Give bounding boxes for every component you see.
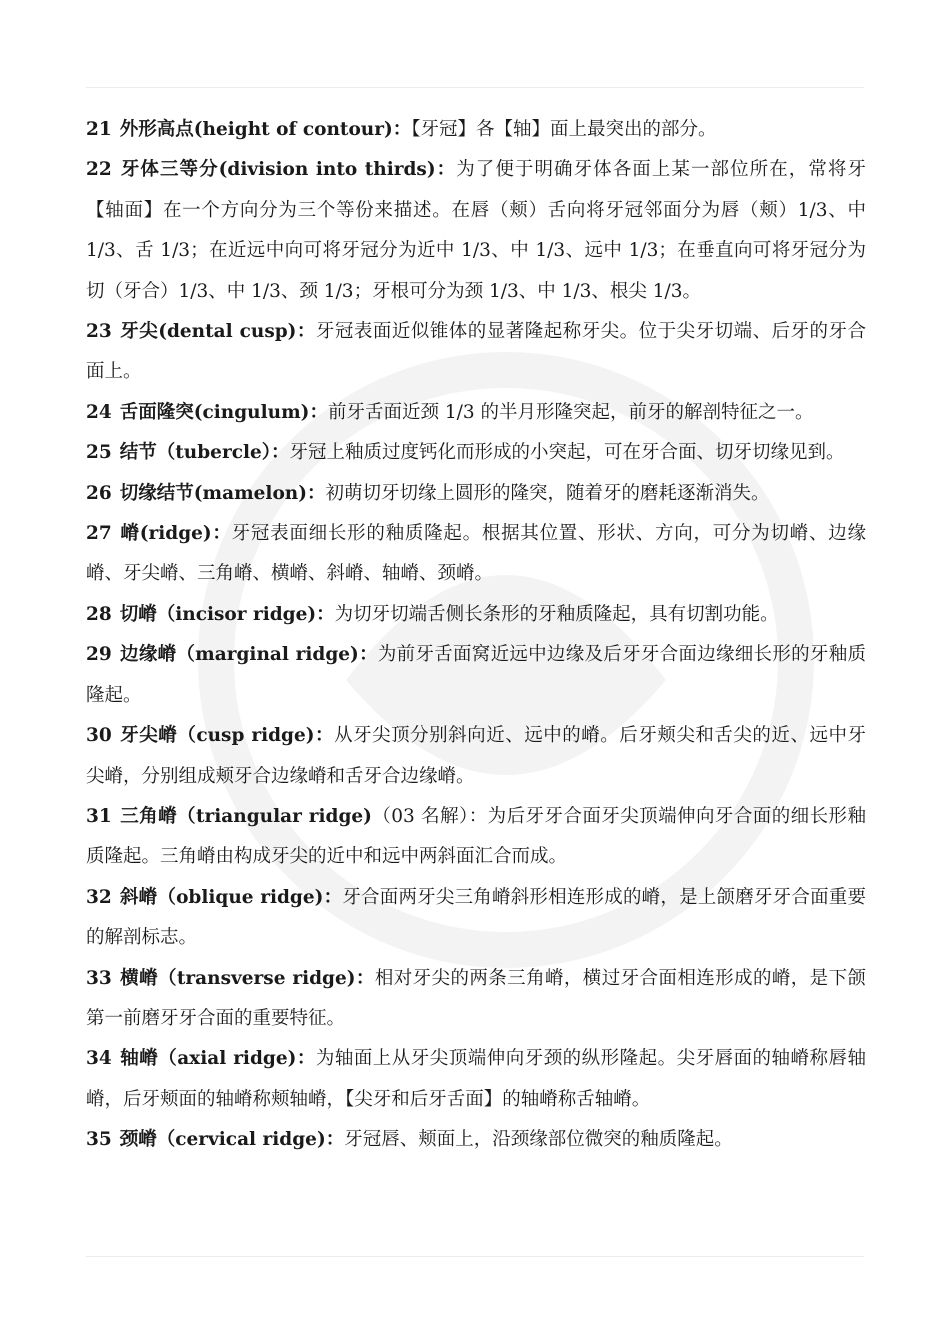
entry-term: 轴嵴（axial ridge)：	[119, 1048, 316, 1070]
entry-number: 23	[86, 321, 112, 343]
entry-number: 33	[86, 967, 112, 989]
definition-23	[86, 312, 866, 393]
definition-26	[86, 474, 866, 514]
entry-text: 【牙冠】各【轴】面上最突出的部分。	[411, 119, 717, 140]
definition-35	[86, 1120, 866, 1160]
entry-text: 为切牙切端舌侧长条形的牙釉质隆起，具有切割功能。	[334, 603, 779, 625]
entry-term: 牙尖嵴（cusp ridge)：	[119, 725, 335, 747]
entry-term: 边缘嵴（marginal ridge)：	[119, 644, 378, 666]
entry-number: 26	[86, 482, 112, 504]
header-rule	[86, 87, 864, 88]
entry-number: 34	[86, 1048, 112, 1070]
entry-text: 前牙舌面近颈 1/3 的半月形隆突起，前牙的解剖特征之一。	[327, 401, 814, 423]
entry-term: 结节（tubercle）：	[119, 442, 290, 464]
entry-term: 舌面隆突(cingulum)：	[119, 401, 328, 423]
entry-term: 牙体三等分(division into thirds)：	[119, 159, 457, 181]
entry-term: 斜嵴（oblique ridge)：	[119, 886, 343, 908]
definition-27	[86, 514, 866, 595]
definition-30	[86, 716, 866, 797]
definition-33	[86, 959, 866, 1040]
entry-number: 31	[86, 805, 112, 827]
entry-text: 初萌切牙切缘上圆形的隆突，随着牙的磨耗逐渐消失。	[325, 482, 770, 504]
footer-rule	[86, 1256, 864, 1257]
entry-term: 嵴(ridge)：	[119, 523, 232, 545]
entry-term: 切缘结节(mamelon)：	[119, 482, 326, 504]
entry-number: 32	[86, 886, 112, 908]
definition-21	[86, 110, 866, 150]
entry-number: 35	[86, 1129, 112, 1151]
entry-number: 28	[86, 603, 112, 625]
entry-number: 27	[86, 523, 112, 545]
entry-text: 牙合面两牙尖三角嵴斜形相连形成的嵴，是上颌磨牙牙合面重要的解剖标志。	[86, 886, 866, 949]
entry-number: 24	[86, 401, 112, 423]
definition-25	[86, 433, 866, 473]
entry-term: 颈嵴（cervical ridge)：	[119, 1129, 345, 1151]
definition-24	[86, 393, 866, 433]
entry-text: （03 名解）：为后牙牙合面牙尖顶端伸向牙合面的细长形釉质隆起。三角嵴由构成牙尖的近中和远中两斜面汇合而成。	[86, 805, 866, 868]
entry-number: 30	[86, 725, 112, 747]
entry-term: 切嵴（incisor ridge)：	[119, 603, 335, 625]
entry-text: 从牙尖顶分别斜向近、远中的嵴。后牙颊尖和舌尖的近、远中牙尖嵴，分别组成颊牙合边缘嵴和舌牙合边缘嵴。	[86, 725, 866, 787]
definition-22	[86, 150, 866, 312]
entry-text: 牙冠上釉质过度钙化而形成的小突起，可在牙合面、切牙切缘见到。	[289, 442, 845, 464]
entry-number: 22	[86, 159, 112, 181]
entry-text: 相对牙尖的两条三角嵴，横过牙合面相连形成的嵴，是下颌第一前磨牙牙合面的重要特征。	[86, 967, 866, 1029]
definition-31	[86, 797, 866, 878]
definition-28	[86, 595, 866, 635]
entry-term: 外形高点(height of contour)：	[119, 119, 412, 140]
entry-text: 牙冠表面细长形的釉质隆起。根据其位置、形状、方向，可分为切嵴、边缘嵴、牙尖嵴、三角嵴、横嵴、斜嵴、轴嵴、颈嵴。	[86, 523, 866, 585]
definition-29	[86, 635, 866, 716]
definition-34	[86, 1039, 866, 1120]
entry-term: 三角嵴（triangular ridge)	[119, 805, 372, 827]
entry-number: 21	[86, 119, 112, 140]
entry-text: 牙冠唇、颊面上，沿颈缘部位微突的釉质隆起。	[344, 1129, 733, 1151]
entry-number: 29	[86, 644, 112, 666]
entry-text: 为了便于明确牙体各面上某一部位所在，常将牙【轴面】在一个方向分为三个等份来描述。在唇（颊）舌向将牙冠邻面分为唇（颊）1/3、中 1/3、舌 1/3；在近远中向可将牙冠分为近中 1/3、中 1/3、远中 1/3；在垂直向可将牙冠分为切（牙合）1/3、中 1/3、颈 1/3；牙根可分为颈 1/3、中 1/3、根尖 1/3。	[86, 159, 866, 302]
entry-term: 牙尖(dental cusp)：	[119, 321, 316, 343]
definitions-list	[86, 110, 866, 1161]
entry-term: 横嵴（transverse ridge)：	[119, 967, 375, 989]
entry-number: 25	[86, 442, 112, 464]
definition-32	[86, 878, 866, 959]
entry-text: 牙冠表面近似锥体的显著隆起称牙尖。位于尖牙切端、后牙的牙合面上。	[86, 321, 866, 383]
entry-text: 为前牙舌面窝近远中边缘及后牙牙合面边缘细长形的牙釉质隆起。	[86, 644, 866, 706]
entry-text: 为轴面上从牙尖顶端伸向牙颈的纵形隆起。尖牙唇面的轴嵴称唇轴嵴，后牙颊面的轴嵴称颊轴嵴，【尖牙和后牙舌面】的轴嵴称舌轴嵴。	[86, 1048, 866, 1110]
